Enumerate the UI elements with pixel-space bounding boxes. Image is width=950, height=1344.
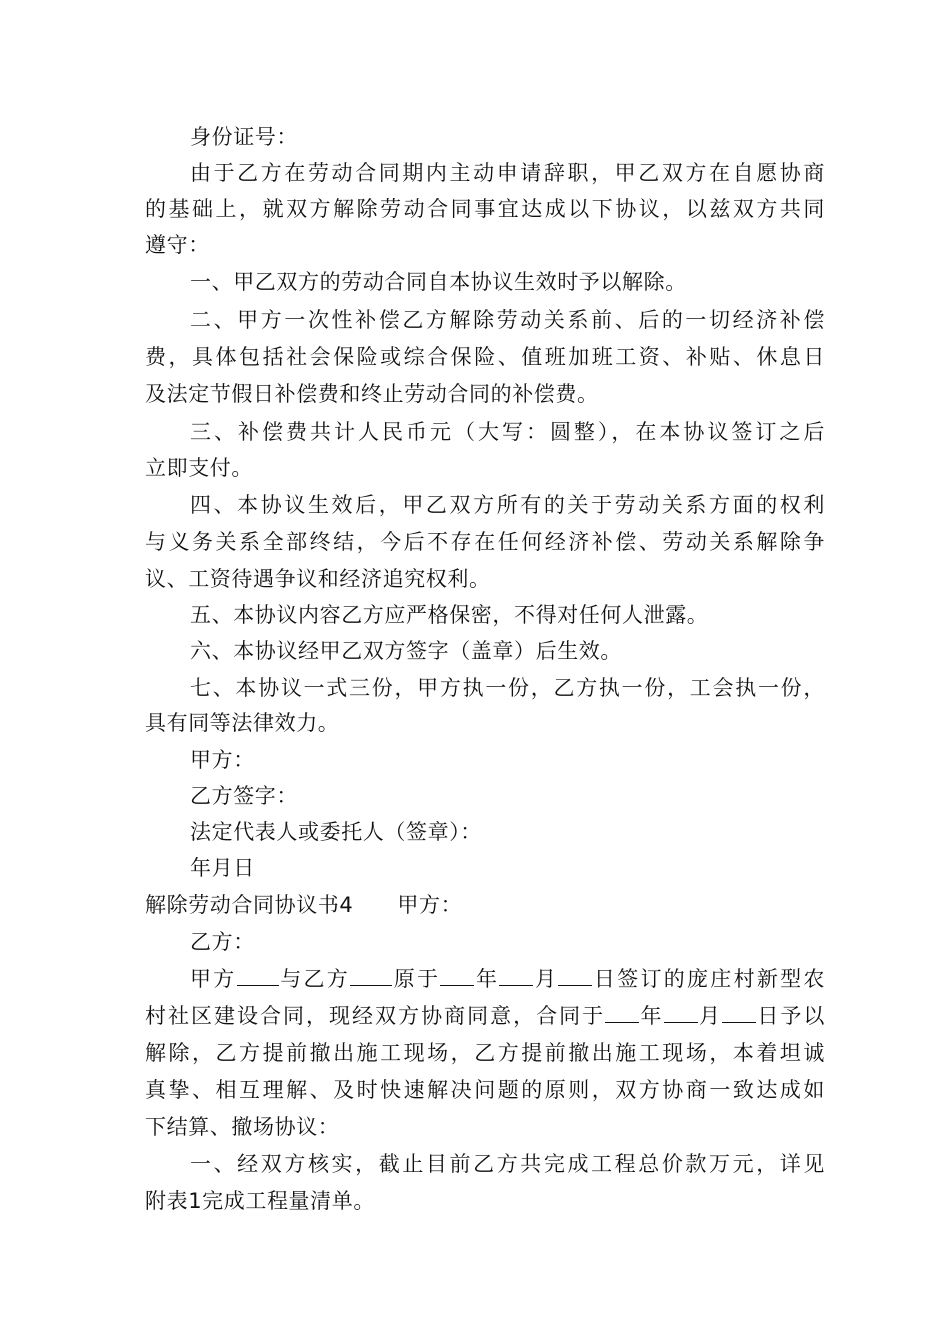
clause-1: 一、甲乙双方的劳动合同自本协议生效时予以解除。 <box>190 270 687 294</box>
party-b-signature-label: 乙方签字： <box>190 784 298 808</box>
paragraph-line: 附表1完成工程量清单。 <box>145 1189 375 1213</box>
representative-label: 法定代表人或委托人（签章）： <box>190 820 482 844</box>
settlement-clause-1: 一、经双方核实，截止目前乙方共完成工程总价款万元，详见 <box>190 1152 825 1176</box>
blank-field <box>605 1000 639 1023</box>
paragraph-line: 立即支付。 <box>145 456 253 480</box>
clause-4: 四、本协议生效后，甲乙双方所有的关于劳动关系方面的权利 <box>190 493 825 517</box>
paragraph-line: 真挚、相互理解、及时快速解决问题的原则，双方协商一致达成如 <box>145 1078 825 1102</box>
date-label: 年月日 <box>190 856 255 880</box>
blank-field <box>558 963 592 986</box>
blank-field <box>722 1000 756 1023</box>
paragraph-line: 由于乙方在劳动合同期内主动申请辞职，甲乙双方在自愿协商 <box>190 161 825 185</box>
party-a-label: 甲方： <box>397 893 463 917</box>
blank-field <box>440 963 474 986</box>
section-heading-line <box>145 890 825 920</box>
clause-2: 二、甲方一次性补偿乙方解除劳动关系前、后的一切经济补偿 <box>190 308 825 332</box>
paragraph-line: 下结算、撤场协议： <box>145 1115 340 1139</box>
section-title: 解除劳动合同协议书4 <box>145 893 354 917</box>
contract-date-line: 村社区建设合同，现经双方协商同意，合同于 年 月 日予以 <box>145 1000 825 1030</box>
paragraph-line: 解除，乙方提前撤出施工现场，乙方提前撤出施工现场，本着坦诚 <box>145 1041 825 1065</box>
paragraph-line: 费，具体包括社会保险或综合保险、值班加班工资、补贴、休息日 <box>145 345 825 369</box>
party-b-label: 乙方： <box>190 930 255 954</box>
contract-intro-line: 甲方 与乙方 原于 年 月 日签订的庞庄村新型农 <box>190 963 825 993</box>
paragraph-line: 议、工资待遇争议和经济追究权利。 <box>145 567 491 591</box>
clause-5: 五、本协议内容乙方应严格保密，不得对任何人泄露。 <box>190 603 709 627</box>
blank-field <box>350 963 392 986</box>
paragraph-line: 及法定节假日补偿费和终止劳动合同的补偿费。 <box>145 382 599 406</box>
clause-7: 七、本协议一式三份，甲方执一份，乙方执一份，工会执一份， <box>190 676 825 700</box>
blank-field <box>499 963 533 986</box>
paragraph-line: 具有同等法律效力。 <box>145 711 340 735</box>
paragraph-line: 与义务关系全部终结，今后不存在任何经济补偿、劳动关系解除争 <box>145 530 825 554</box>
blank-field <box>237 963 279 986</box>
blank-field <box>664 1000 698 1023</box>
paragraph-line: 的基础上，就双方解除劳动合同事宜达成以下协议，以兹双方共同 <box>145 197 825 221</box>
party-a-label: 甲方： <box>190 748 255 772</box>
paragraph-line: 遵守： <box>145 233 210 257</box>
clause-6: 六、本协议经甲乙双方签字（盖章）后生效。 <box>190 639 622 663</box>
id-number-line: 身份证号： <box>190 125 298 149</box>
clause-3: 三、补偿费共计人民币元（大写：圆整），在本协议签订之后 <box>190 420 825 444</box>
